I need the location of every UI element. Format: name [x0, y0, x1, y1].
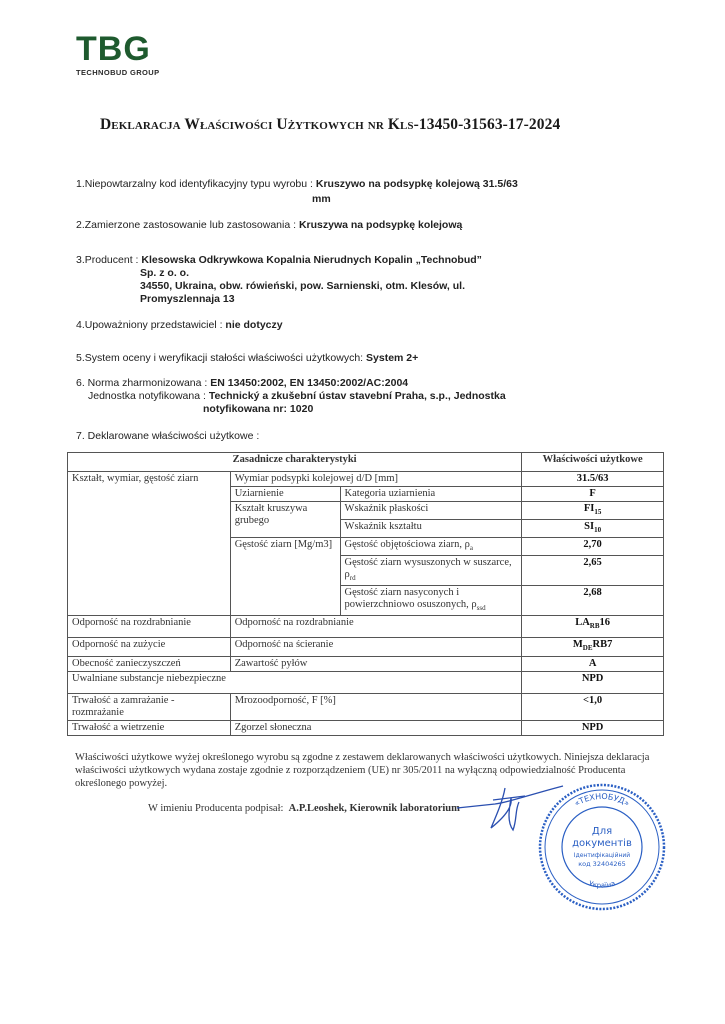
- stamp-ring-bottom: Україна: [587, 879, 617, 890]
- section-2-label: 2.Zamierzone zastosowanie lub zastosowania :: [76, 219, 299, 231]
- value-subscript: 10: [594, 526, 602, 535]
- logo-mark: TBG: [76, 30, 151, 68]
- section-6-label2: Jednostka notyfikowana :: [88, 390, 209, 402]
- cell-label: Wskaźnik płaskości: [340, 502, 522, 520]
- table-row: [68, 671, 664, 693]
- cell-value: NPD: [522, 671, 664, 693]
- signed-label: W imieniu Producenta podpisał:: [148, 803, 284, 814]
- section-1: [76, 178, 518, 190]
- conformity-statement: Właściwości użytkowe wyżej określonego wyrobu są zgodne z zestawem deklarowanych właściwości użytkowych. Niniejsza deklaracja właściwości użytkowych wydana zostaje zgodnie z rozporządzeniem (UE) nr 305/2011 na wyłączną odpowiedzialność Producenta określonego powyżej.: [75, 752, 650, 789]
- cell-label: [340, 556, 522, 586]
- value-suffix: RB7: [592, 639, 613, 651]
- producent-line-2: Sp. z o. o.: [140, 267, 189, 279]
- stamp-line-2: документів: [572, 838, 632, 849]
- producent-line-1: Klesowska Odkrywkowa Kopalnia Nierudnych Kopalin „Technobud”: [141, 254, 482, 266]
- section-6-notified: [88, 390, 506, 402]
- producent-line-4: Promyszlennaja 13: [140, 293, 235, 305]
- producent-line-3: 34550, Ukraina, obw. rówieński, pow. Sarnienski, otm. Klesów, ul.: [140, 280, 466, 292]
- cell-subgroup: Kształt kruszywa grubego: [230, 502, 340, 538]
- cell-value: [522, 520, 664, 538]
- cell-label: Zawartość pyłów: [230, 656, 522, 671]
- value-subscript: DE: [582, 644, 593, 653]
- table-header-row: [68, 453, 664, 472]
- cell-value: [522, 638, 664, 656]
- company-stamp: [537, 782, 667, 912]
- section-4-label: 4.Upoważniony przedstawiciel :: [76, 319, 226, 331]
- signature-line: [148, 803, 460, 814]
- stamp-ring-top: «ТЕХНОБУД»: [572, 791, 632, 809]
- section-6-value2: Technický a zkušební ústav stavební Praha, s.p., Jednostka: [208, 390, 506, 402]
- section-3: [76, 254, 482, 266]
- company-logo: [76, 32, 160, 77]
- section-4-value: nie dotyczy: [225, 319, 283, 331]
- cell-group: Odporność na rozdrabnianie: [68, 616, 231, 638]
- cell-label: Zgorzel słoneczna: [230, 720, 522, 735]
- label-subscript: a: [469, 544, 474, 553]
- section-1-value-cont: mm: [312, 193, 331, 205]
- table-row: [68, 720, 664, 735]
- stamp-line-3: Ідентифікаційний: [573, 852, 631, 859]
- stamp-line-4: код 32404265: [578, 860, 626, 868]
- section-4: [76, 319, 283, 331]
- section-6-label: 6. Norma zharmonizowana :: [76, 377, 211, 389]
- section-2-value: Kruszywa na podsypkę kolejową: [298, 219, 463, 231]
- label-text: Gęstość objętościowa ziarn, ρ: [344, 539, 470, 551]
- cell-value: 31.5/63: [522, 472, 664, 487]
- cell-subgroup: Uziarnienie: [230, 487, 340, 502]
- performance-table: [67, 452, 664, 736]
- cell-group: Trwałość a wietrzenie: [68, 720, 231, 735]
- section-1-label: 1.Niepowtarzalny kod identyfikacyjny typu wyrobu :: [76, 178, 316, 190]
- section-5-label: 5.System oceny i weryfikacji stałości właściwości użytkowych:: [76, 352, 367, 364]
- cell-group: Kształt, wymiar, gęstość ziarn: [68, 472, 231, 616]
- section-6: [76, 377, 408, 389]
- section-6-value2-cont: notyfikowana nr: 1020: [203, 403, 314, 415]
- label-subscript: ssd: [476, 604, 486, 613]
- table-row: [68, 693, 664, 720]
- value-subscript: 15: [594, 508, 602, 517]
- cell-group: Obecność zanieczyszczeń: [68, 656, 231, 671]
- table-row: [68, 638, 664, 656]
- stamp-line-1: Для: [591, 826, 613, 837]
- cell-value: NPD: [522, 720, 664, 735]
- signed-by: A.P.Leoshek, Kierownik laboratorium: [288, 803, 460, 814]
- section-2: [76, 219, 462, 231]
- cell-group: Uwalniane substancje niebezpieczne: [68, 671, 522, 693]
- cell-label: Kategoria uziarnienia: [340, 487, 522, 502]
- logo-subtitle: TECHNOBUD GROUP: [76, 68, 160, 77]
- section-5: [76, 352, 418, 364]
- table-row: [68, 616, 664, 638]
- cell-value: 2,68: [522, 586, 664, 616]
- cell-group: Odporność na zużycie: [68, 638, 231, 656]
- table-row: [68, 472, 664, 487]
- cell-label: [340, 538, 522, 556]
- label-text: Gęstość ziarn wysuszonych w suszarce, ρ: [344, 557, 512, 581]
- header-characteristics: Zasadnicze charakterystyki: [68, 453, 522, 472]
- value-suffix: 16: [599, 617, 611, 629]
- label-subscript: rd: [349, 574, 356, 583]
- cell-value: 2,65: [522, 556, 664, 586]
- cell-label: Odporność na rozdrabnianie: [230, 616, 522, 638]
- value-text: FI: [583, 503, 595, 514]
- cell-value: F: [522, 487, 664, 502]
- table-row: [68, 656, 664, 671]
- cell-label: Mrozoodporność, F [%]: [230, 693, 522, 720]
- section-3-label: 3.Producent :: [76, 254, 142, 266]
- header-performance: Właściwości użytkowe: [522, 453, 664, 472]
- label-text: Gęstość ziarn nasyconych i powierzchniowo osuszonych, ρ: [344, 587, 477, 611]
- section-7-label: 7. Deklarowane właściwości użytkowe :: [76, 430, 260, 442]
- value-text: LA: [575, 617, 590, 629]
- cell-group: Trwałość a zamrażanie - rozmrażanie: [68, 693, 231, 720]
- document-title: Deklaracja Właściwości Użytkowych nr Kls-13450-31563-17-2024: [100, 116, 561, 133]
- cell-subgroup: Gęstość ziarn [Mg/m3]: [230, 538, 340, 616]
- cell-label: [340, 586, 522, 616]
- value-subscript: RB: [589, 622, 600, 631]
- cell-value: [522, 502, 664, 520]
- cell-label: Wskaźnik kształtu: [340, 520, 522, 538]
- value-text: M: [572, 639, 583, 651]
- cell-value: [522, 616, 664, 638]
- section-1-value: Kruszywo na podsypkę kolejową 31.5/63: [315, 178, 518, 190]
- cell-label: Wymiar podsypki kolejowej d/D [mm]: [230, 472, 522, 487]
- cell-value: 2,70: [522, 538, 664, 556]
- cell-value: A: [522, 656, 664, 671]
- cell-label: Odporność na ścieranie: [230, 638, 522, 656]
- value-text: SI: [584, 521, 595, 533]
- cell-value: <1,0: [522, 693, 664, 720]
- section-5-value: System 2+: [366, 352, 419, 364]
- section-6-value: EN 13450:2002, EN 13450:2002/AC:2004: [210, 377, 409, 389]
